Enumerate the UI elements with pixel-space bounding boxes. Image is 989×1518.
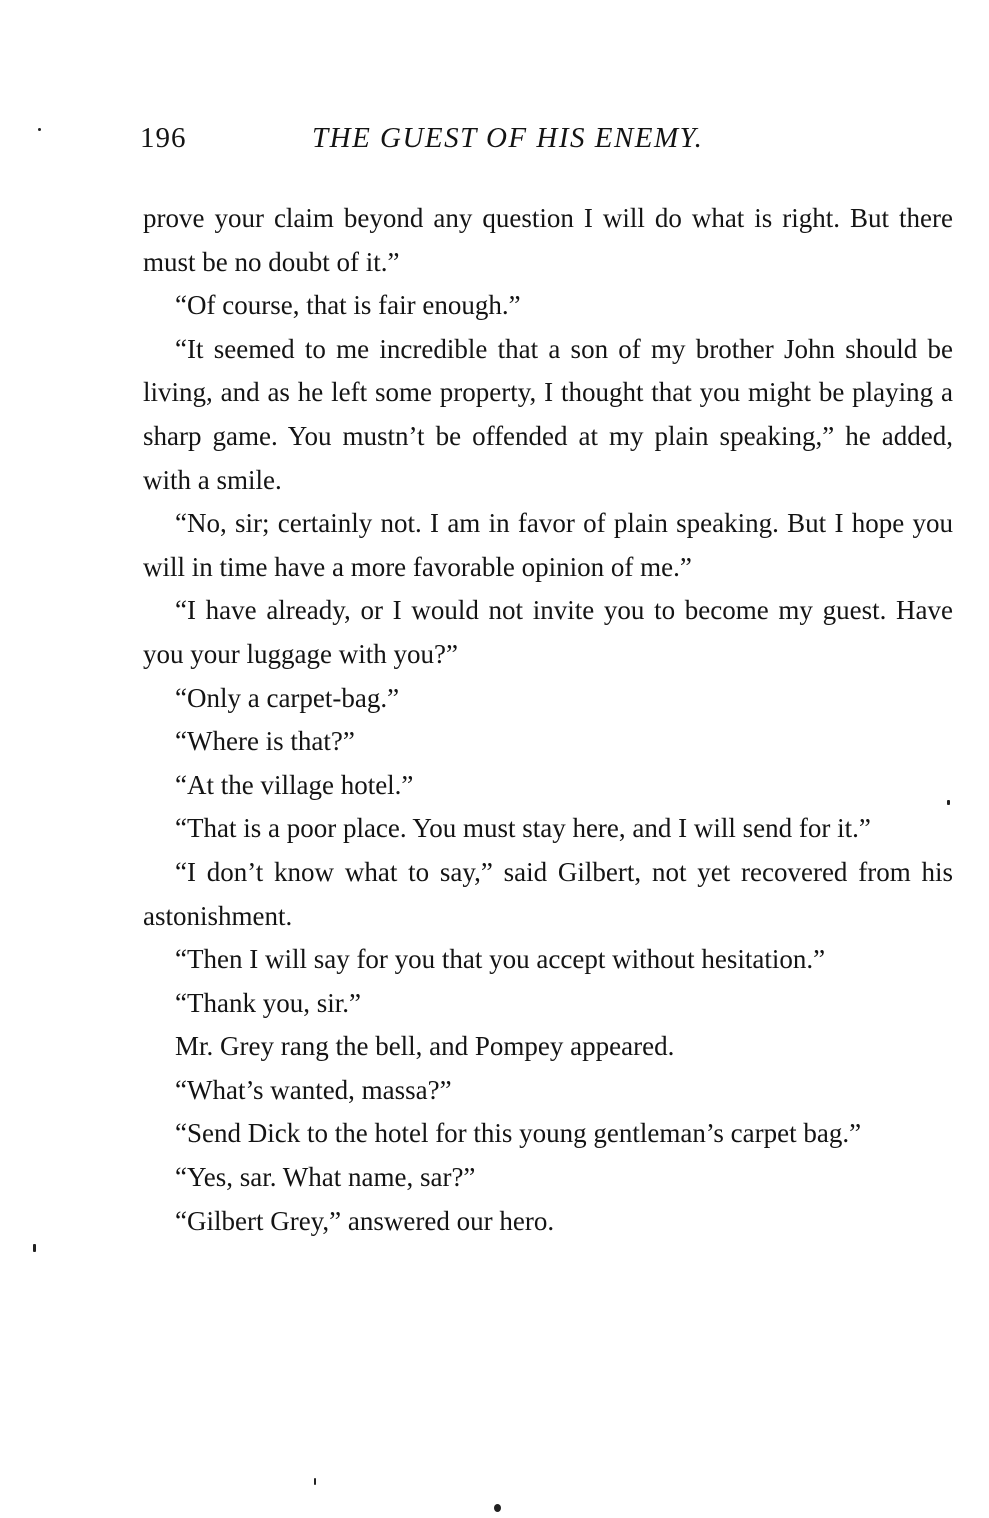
print-speck — [38, 128, 41, 131]
paragraph: “Where is that?” — [175, 726, 355, 757]
paragraph: “Of course, that is fair enough.” — [175, 290, 521, 321]
paragraph: “Only a carpet-bag.” — [175, 682, 400, 713]
running-title: THE GUEST OF HIS ENEMY. — [312, 122, 704, 154]
paragraph: “That is a poor place. You must stay here, and I will send for it.” — [175, 813, 871, 844]
print-speck — [947, 800, 950, 805]
print-speck — [33, 1244, 36, 1252]
paragraph: Mr. Grey rang the bell, and Pompey appeared. — [175, 1031, 675, 1062]
paragraph: “Then I will say for you that you accept without hesitation.” — [175, 944, 826, 975]
print-speck — [494, 1504, 501, 1512]
paragraph: “Gilbert Grey,” answered our hero. — [175, 1205, 555, 1236]
paragraph: “At the village hotel.” — [175, 769, 414, 800]
page-number: 196 — [140, 122, 187, 154]
paragraph: prove your claim beyond any question I will do what is right. But there must be no doubt of it.” — [143, 203, 953, 277]
paragraph: “What’s wanted, massa?” — [175, 1074, 452, 1105]
paragraph: “I have already, or I would not invite you to become my guest. Have you your luggage with you?” — [143, 595, 953, 669]
paragraph: “Yes, sar. What name, sar?” — [175, 1162, 476, 1193]
paragraph: “I don’t know what to say,” said Gilbert, not yet recovered from his astonishment. — [143, 856, 953, 931]
paragraph: “Send Dick to the hotel for this young gentleman’s carpet bag.” — [175, 1118, 862, 1149]
paragraph: “It seemed to me incredible that a son of my brother John should be living, and as he left some property, I thought that you might be playing a sharp game. You mustn’t be offended at my plain speaking,” he added, with a smile. — [143, 333, 953, 495]
paragraph: “Thank you, sir.” — [175, 987, 361, 1018]
print-speck — [314, 1478, 316, 1485]
page-header — [140, 122, 950, 166]
body-text — [143, 197, 953, 1243]
paragraph: “No, sir; certainly not. I am in favor of plain speaking. But I hope you will in time have a more favorable opinion of me.” — [143, 508, 953, 582]
